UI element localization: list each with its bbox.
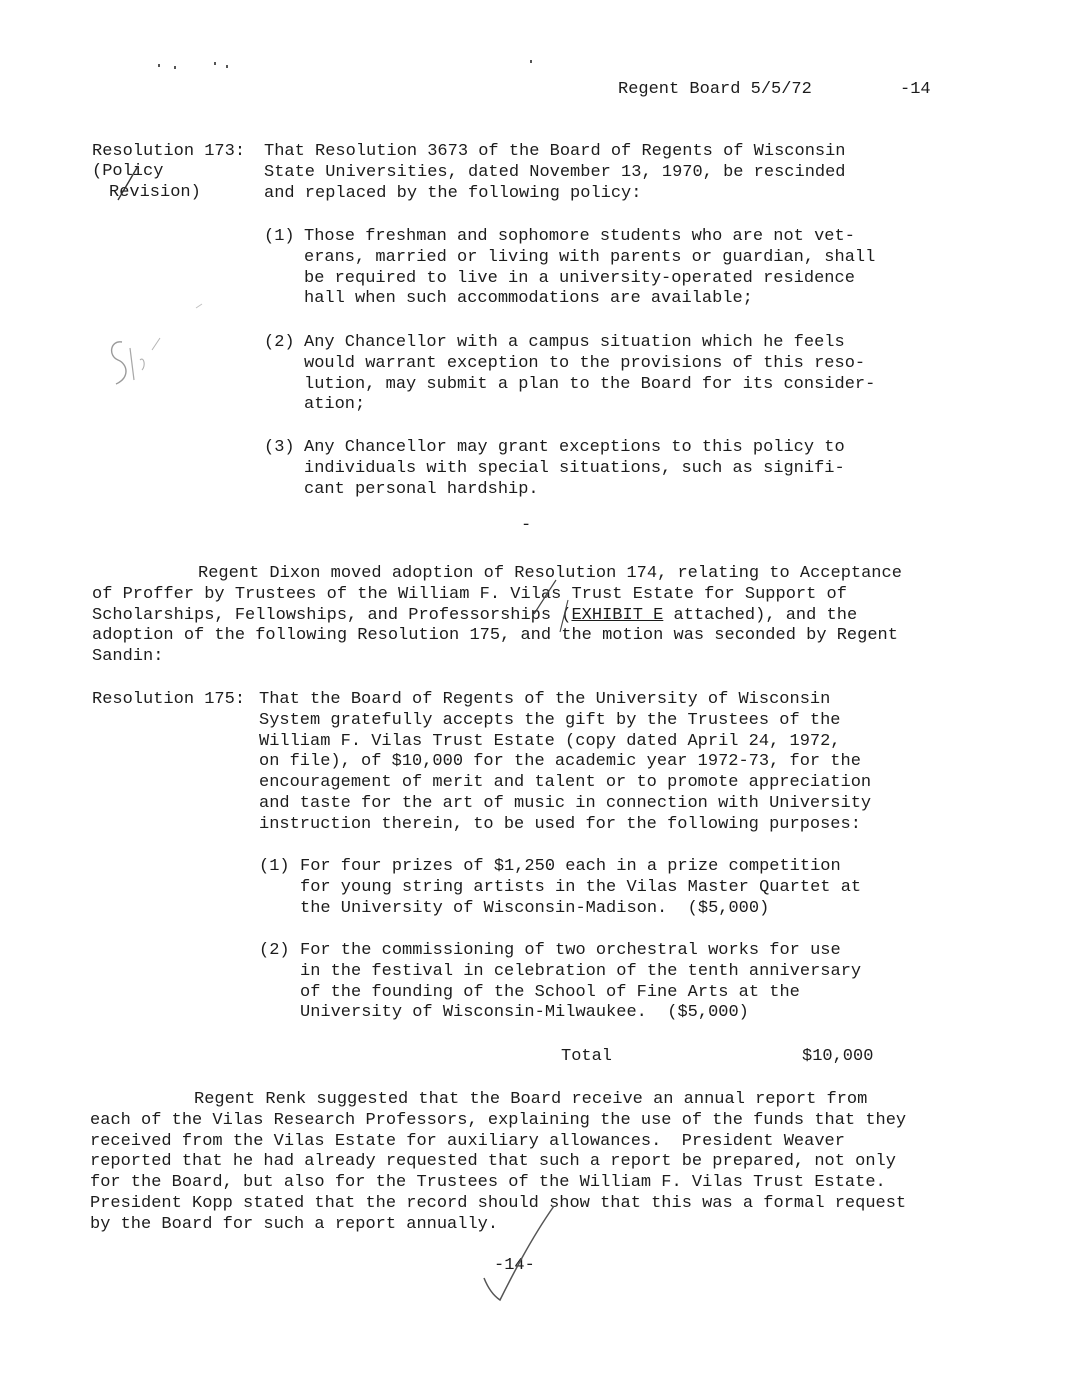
text-line: of Proffer by Trustees of the William F. Vilas Trust Estate for Support of [92,584,847,604]
text-line: Those freshman and sophomore students who are not vet- [304,227,855,246]
text-line: the University of Wisconsin-Madison. ($5,000) [300,898,770,918]
resolution-173-item-1 [304,227,875,310]
text-line: Regent Renk suggested that the Board receive an annual report from [194,1090,868,1109]
text-line: reported that he had already requested that such a report be prepared, not only [90,1152,896,1172]
total-value: $10,000 [802,1047,874,1066]
pen-stroke-mark [520,560,580,640]
scan-speck [214,62,216,65]
text-line: for young string artists in the Vilas Master Quartet at [300,877,862,897]
text-line: That the Board of Regents of the University of Wisconsin [259,690,831,709]
scan-speck [530,60,532,63]
section-separator: - [521,516,532,535]
text-line: would warrant exception to the provisions of this reso- [304,353,866,373]
text-line: instruction therein, to be used for the following purposes: [259,814,861,834]
text-line: and replaced by the following policy: [264,183,642,203]
resolution-173-item-3-number: (3) [264,438,295,457]
resolution-175-item-1 [300,857,861,919]
text-line: in the festival in celebration of the tenth anniversary [300,961,862,981]
resolution-175-intro [259,690,871,836]
resolution-175-label: Resolution 175: [92,690,246,709]
text-line: University of Wisconsin-Milwaukee. ($5,000) [300,1003,749,1023]
text-line: hall when such accommodations are available; [304,289,753,309]
text-line: and taste for the art of music in connection with University [259,793,872,813]
pencil-annotation [100,300,240,400]
check-mark-icon [470,1200,570,1310]
resolution-175-item-2 [300,941,861,1024]
running-header-title: Regent Board 5/5/72 [618,80,812,99]
resolution-173-item-2 [304,333,875,416]
resolution-173-item-2-number: (2) [264,333,295,352]
text-line: Any Chancellor with a campus situation which he feels [304,333,845,352]
running-header-page: -14 [900,80,931,99]
text-line: That Resolution 3673 of the Board of Regents of Wisconsin [264,142,846,161]
text-line: adoption of the following Resolution 175, and the motion was seconded by Regent [92,626,898,646]
side-note-line: (Policy [92,162,164,181]
text-line: Sandin: [92,647,164,667]
resolution-173-item-3 [304,438,845,500]
text-line: erans, married or living with parents or guardian, shall [304,247,876,267]
resolution-173-item-1-number: (1) [264,227,295,246]
text-line: on file), of $10,000 for the academic year 1972-73, for the [259,752,861,772]
resolution-175-item-2-number: (2) [259,941,290,960]
text-line: For four prizes of $1,250 each in a prize competition [300,857,841,876]
text-line: State Universities, dated November 13, 1970, be rescinded [264,162,846,182]
text-line: be required to live in a university-operated residence [304,268,855,288]
text-line: William F. Vilas Trust Estate (copy dated April 24, 1972, [259,731,841,751]
text-line: ation; [304,395,366,415]
text-line: cant personal hardship. [304,479,539,499]
scan-speck [158,64,160,67]
text-line: for the Board, but also for the Trustees of the William F. Vilas Trust Estate. [90,1173,886,1193]
text-line: System gratefully accepts the gift by the Trustees of the [259,710,841,730]
pen-slash-mark [112,160,162,210]
resolution-173-label: Resolution 173: [92,142,246,161]
text-line: received from the Vilas Estate for auxiliary allowances. President Weaver [90,1131,845,1151]
text-line: Any Chancellor may grant exceptions to this policy to [304,438,845,457]
motion-paragraph [92,564,902,668]
text-line: lution, may submit a plan to the Board for its consider- [304,374,876,394]
text-line: of the founding of the School of Fine Arts at the [300,982,800,1002]
scan-speck [174,66,176,69]
total-label: Total [561,1047,613,1066]
resolution-173-intro [264,142,846,204]
text-line: each of the Vilas Research Professors, explaining the use of the funds that they [90,1110,907,1130]
text-line: President Kopp stated that the record should show that this was a formal request [90,1193,907,1213]
text-line: Regent Dixon moved adoption of Resolution 174, relating to Acceptance [198,564,902,583]
scan-speck [226,65,228,68]
text-line: by the Board for such a report annually. [90,1214,499,1234]
text-line: Scholarships, Fellowships, and Professorships (EXHIBIT E attached), and the [92,605,858,625]
side-note-line: Revision) [109,182,201,202]
footer-page-number: -14- [494,1256,535,1275]
exhibit-reference: EXHIBIT E [571,605,664,625]
resolution-175-item-1-number: (1) [259,857,290,876]
text-line: individuals with special situations, such as signifi- [304,458,845,478]
text-line: encouragement of merit and talent or to promote appreciation [259,773,872,793]
text-line: For the commissioning of two orchestral works for use [300,941,841,960]
